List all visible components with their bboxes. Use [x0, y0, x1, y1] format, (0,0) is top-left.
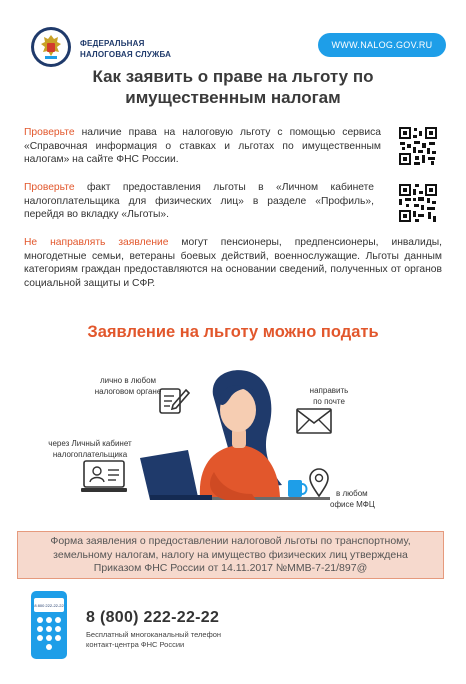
- channel-mfc-label: [330, 488, 390, 510]
- page-title-line2: имущественным налогам: [125, 88, 341, 107]
- org-name-line2: НАЛОГОВАЯ СЛУЖБА: [80, 50, 172, 59]
- paragraph-text: могут пенсионеры, предпенсионеры, инвалиды, многодетные семьи, ветераны боевых действий, военнослужащие. Льготы данным категориям граждан предоставляются на основании сведений, полученных от органов социальной защиты и СФР.: [24, 237, 442, 289]
- hotline-number[interactable]: 8 (800) 222-22-22: [86, 609, 220, 626]
- channel-office-line2: налоговом органе: [94, 387, 162, 396]
- legal-notice-line1: Форма заявления о предоставлении налоговой льготы по транспортному,: [50, 535, 411, 547]
- location-pin-icon: [308, 468, 330, 498]
- paragraph-highlight: Не направлять заявление: [24, 237, 169, 248]
- channel-mfc-line2: офисе МФЦ: [330, 500, 375, 509]
- channel-mfc-line1: в любом: [336, 489, 368, 498]
- hotline-description-line2: контакт-центра ФНС России: [86, 640, 185, 649]
- paragraph-no-application: [24, 236, 442, 290]
- qr-code-icon[interactable]: [398, 126, 438, 166]
- page-title-line1: Как заявить о праве на льготу по: [92, 67, 374, 86]
- org-name: [80, 38, 171, 60]
- paragraph-check-service: [24, 126, 381, 167]
- fns-emblem-icon: [30, 26, 72, 68]
- channel-cabinet-label: [30, 438, 150, 460]
- paragraph-highlight: Проверьте: [24, 127, 75, 138]
- website-link-button[interactable]: WWW.NALOG.GOV.RU: [318, 33, 446, 57]
- channel-mail-label: [290, 385, 368, 407]
- smartphone-icon: [30, 590, 68, 660]
- paragraph-check-cabinet: [24, 181, 374, 222]
- personal-cabinet-icon: [80, 460, 128, 494]
- hotline-description-line1: Бесплатный многоканальный телефон: [86, 630, 222, 639]
- header: [0, 0, 466, 64]
- legal-notice-line3: Приказом ФНС России от 14.11.2017 №ММВ-7-21/897@: [93, 562, 368, 574]
- paragraph-text: наличие права на налоговую льготу с помощью сервиса «Справочная информация о ставках и льготах по имущественным налогам» на сайте ФНС России.: [24, 127, 381, 165]
- paragraph-text: факт предоставления льготы в «Личном кабинете налогоплательщика для физических лиц» в разделе «Профиль», перейдя во вкладку «Льготы».: [24, 182, 374, 220]
- section-subtitle: Заявление на льготу можно подать: [87, 323, 379, 341]
- channel-office-label: [68, 375, 188, 397]
- legal-notice-line2: земельному налогам, налогу на имущество физических лиц утверждена: [53, 548, 408, 561]
- paragraph-highlight: Проверьте: [24, 182, 75, 193]
- org-name-line1: ФЕДЕРАЛЬНАЯ: [80, 39, 145, 48]
- channel-mail-line2: по почте: [313, 397, 345, 406]
- envelope-icon: [296, 408, 332, 434]
- page-title: [40, 66, 426, 108]
- phone-screen-number: 8 800 222-22-22: [34, 603, 64, 608]
- channel-cabinet-line2: налогоплательщика: [52, 450, 128, 459]
- legal-notice: [17, 531, 444, 579]
- channel-mail-line1: направить: [309, 386, 349, 395]
- channel-office-line1: лично в любом: [99, 376, 157, 385]
- qr-code-icon[interactable]: [398, 183, 438, 223]
- channel-cabinet-line1: через Личный кабинет: [48, 439, 132, 448]
- hotline-description: [86, 630, 221, 650]
